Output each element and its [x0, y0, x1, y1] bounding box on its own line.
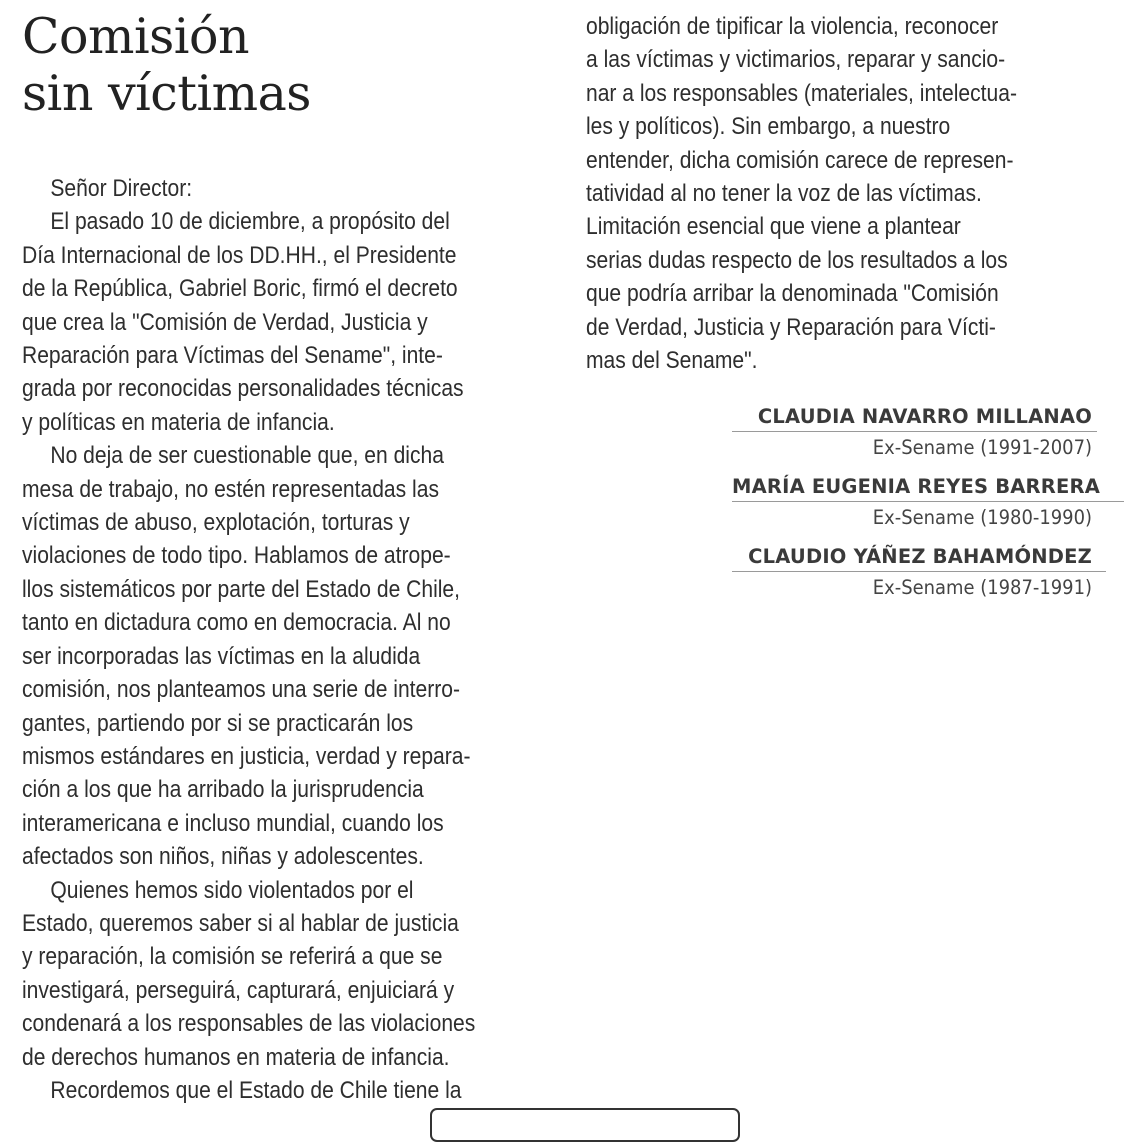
- text-line: a las víctimas y victimarios, reparar y sancio-: [586, 46, 1006, 74]
- text-line: comisión, nos planteamos una serie de interro-: [22, 676, 461, 704]
- title-line: sin víctimas: [22, 65, 311, 122]
- text-line: que podría arribar la denominada "Comisión: [586, 280, 999, 308]
- signature-affiliation: Ex-Sename (1991-2007): [872, 436, 1092, 459]
- text-line: de Verdad, Justicia y Reparación para Vícti-: [586, 313, 996, 341]
- text-line: llos sistemáticos por parte del Estado de Chile,: [22, 575, 461, 603]
- text-line: Recordemos que el Estado de Chile tiene la: [50, 1076, 462, 1104]
- text-line: nar a los responsables (materiales, intelectua-: [586, 79, 1017, 107]
- text-line: que crea la "Comisión de Verdad, Justicia y: [22, 308, 428, 336]
- text-line: afectados son niños, niñas y adolescentes.: [22, 843, 424, 871]
- title-line: Comisión: [22, 8, 250, 65]
- text-line: condenará a los responsables de las violaciones: [22, 1010, 476, 1038]
- signatures-block: [732, 403, 1101, 613]
- text-line: Estado, queremos saber si al hablar de justicia: [22, 909, 459, 937]
- signature: [732, 473, 1101, 533]
- text-line: Señor Director:: [50, 175, 193, 202]
- left-column: [22, 172, 517, 1107]
- signature: [732, 403, 1092, 463]
- signature-name: CLAUDIA NAVARRO MILLANAO: [757, 405, 1092, 428]
- text-line: entender, dicha comisión carece de represen-: [586, 146, 1014, 174]
- text-line: víctimas de abuso, explotación, torturas y: [22, 509, 410, 537]
- signature-name: CLAUDIO YÁÑEZ BAHAMÓNDEZ: [748, 545, 1092, 568]
- text-line: ser incorporadas las víctimas en la aludida: [22, 642, 421, 670]
- signature-affiliation: Ex-Sename (1987-1991): [872, 576, 1092, 599]
- text-line: Día Internacional de los DD.HH., el Presidente: [22, 241, 457, 269]
- text-line: tatividad al no tener la voz de las víctimas.: [586, 180, 982, 208]
- text-line: tanto en dictadura como en democracia. Al no: [22, 609, 451, 637]
- text-line: mismos estándares en justicia, verdad y repara-: [22, 742, 471, 770]
- text-line: ción a los que ha arribado la jurisprudencia: [22, 776, 424, 804]
- text-line: mesa de trabajo, no estén representadas las: [22, 475, 439, 503]
- text-line: y reparación, la comisión se referirá a que se: [22, 943, 443, 971]
- text-line: y políticas en materia de infancia.: [22, 408, 335, 436]
- text-line: violaciones de todo tipo. Hablamos de atrope-: [22, 542, 451, 570]
- text-line: No deja de ser cuestionable que, en dicha: [50, 442, 444, 470]
- article-title: [22, 8, 311, 122]
- text-line: mas del Sename".: [586, 347, 758, 375]
- right-column: [586, 10, 1081, 377]
- text-line: interamericana e incluso mundial, cuando los: [22, 809, 444, 837]
- signature-name: MARÍA EUGENIA REYES BARRERA: [732, 475, 1101, 498]
- text-line: Limitación esencial que viene a plantear: [586, 213, 961, 241]
- text-line: Reparación para Víctimas del Sename", inte-: [22, 342, 443, 370]
- signature: [732, 543, 1092, 603]
- text-line: gantes, partiendo por si se practicarán los: [22, 709, 414, 737]
- text-line: investigará, perseguirá, capturará, enjuiciará y: [22, 976, 455, 1004]
- text-line: serias dudas respecto de los resultados a los: [586, 246, 1008, 274]
- text-line: de la República, Gabriel Boric, firmó el decreto: [22, 275, 458, 303]
- signature-affiliation: Ex-Sename (1980-1990): [872, 506, 1092, 529]
- text-line: de derechos humanos en materia de infancia.: [22, 1043, 450, 1071]
- text-line: Quienes hemos sido violentados por el: [50, 876, 414, 904]
- text-line: El pasado 10 de diciembre, a propósito del: [50, 208, 450, 236]
- text-line: obligación de tipificar la violencia, reconocer: [586, 13, 999, 40]
- text-line: grada por reconocidas personalidades técnicas: [22, 375, 464, 403]
- bottom-tab[interactable]: [430, 1108, 740, 1142]
- text-line: les y políticos). Sin embargo, a nuestro: [586, 113, 951, 141]
